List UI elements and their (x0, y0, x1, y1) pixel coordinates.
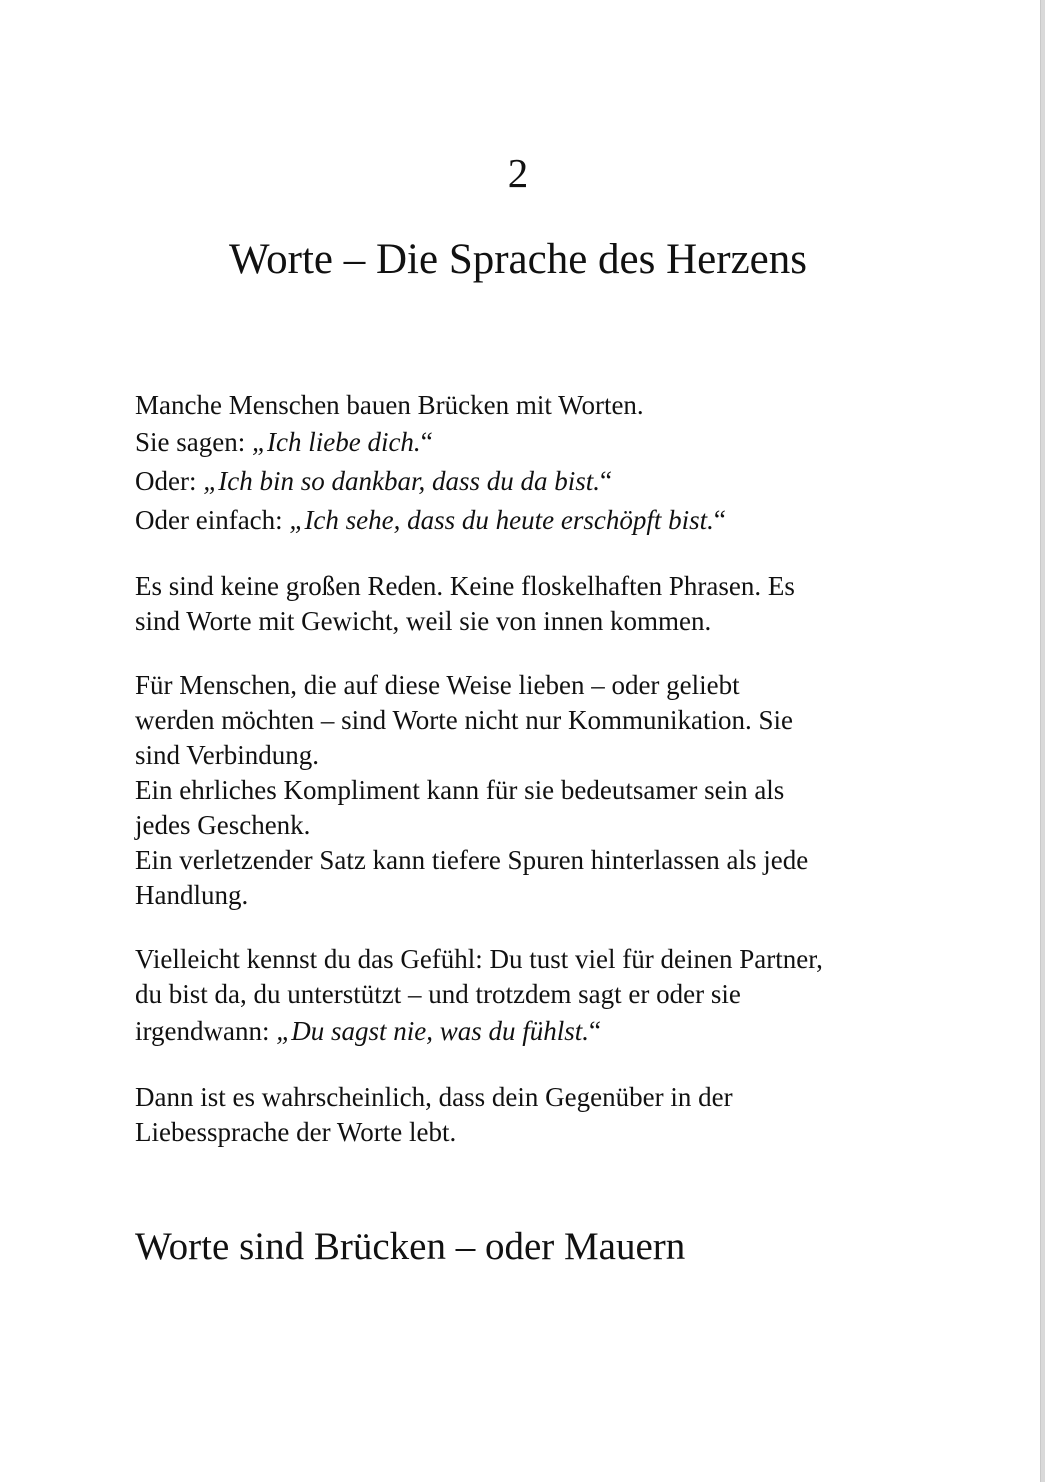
quoted-phrase: „Du sagst nie, was du fühlst. (276, 1016, 590, 1046)
line-text: jedes Geschenk. (135, 810, 311, 840)
paragraph (135, 1080, 915, 1150)
text-line (135, 942, 915, 977)
section-heading: Worte sind Brücken – oder Mauern (135, 1225, 686, 1268)
chapter-title: Worte – Die Sprache des Herzens (228, 236, 807, 283)
line-text: irgendwann: (135, 1016, 277, 1046)
line-text: Für Menschen, die auf diese Weise lieben – oder geliebt (135, 670, 740, 700)
line-text: werden möchten – sind Worte nicht nur Kommunikation. Sie (135, 705, 793, 735)
line-text: Oder einfach: (135, 505, 290, 535)
line-text: Sie sagen: (135, 427, 252, 457)
chapter-body (135, 388, 915, 1179)
page-edge-divider (1040, 0, 1045, 1482)
chapter-number: 2 (507, 150, 529, 196)
line-text: Manche Menschen bauen Brücken mit Worten. (135, 390, 644, 420)
line-text: Dann ist es wahrscheinlich, dass dein Gegenüber in der (135, 1082, 733, 1112)
line-text: Vielleicht kennst du das Gefühl: Du tust viel für deinen Partner, (135, 944, 823, 974)
line-text: Ein verletzender Satz kann tiefere Spuren hinterlassen als jede (135, 845, 809, 875)
quoted-phrase: „Ich sehe, dass du heute erschöpft bist. (289, 505, 714, 535)
text-line (135, 878, 915, 913)
quoted-phrase: „Ich bin so dankbar, dass du da bist. (203, 466, 601, 496)
text-line (135, 1115, 915, 1150)
line-text: sind Verbindung. (135, 740, 320, 770)
paragraph (135, 942, 915, 1051)
line-text: Liebessprache der Worte lebt. (135, 1117, 457, 1147)
closing-quote-mark: “ (713, 505, 726, 535)
text-line (135, 773, 915, 808)
text-line (135, 977, 915, 1012)
text-line (135, 1080, 915, 1115)
text-line (135, 1012, 915, 1051)
text-line (135, 738, 915, 773)
text-line (135, 843, 915, 878)
text-line (135, 423, 915, 462)
paragraph (135, 388, 915, 540)
text-line (135, 569, 915, 604)
text-line (135, 462, 915, 501)
text-line (135, 388, 915, 423)
line-text: du bist da, du unterstützt – und trotzdem sagt er oder sie (135, 979, 741, 1009)
text-line (135, 808, 915, 843)
text-line (135, 501, 915, 540)
closing-quote-mark: “ (589, 1016, 602, 1046)
closing-quote-mark: “ (600, 466, 612, 496)
line-text: Oder: (135, 466, 204, 496)
text-line (135, 703, 915, 738)
closing-quote-mark: “ (420, 427, 433, 457)
line-text: Ein ehrliches Kompliment kann für sie bedeutsamer sein als (135, 775, 785, 805)
line-text: Handlung. (135, 880, 249, 910)
text-line (135, 668, 915, 703)
text-line (135, 604, 915, 639)
paragraph (135, 668, 915, 913)
paragraph (135, 569, 915, 639)
line-text: Es sind keine großen Reden. Keine floskelhaften Phrasen. Es (135, 571, 795, 601)
quoted-phrase: „Ich liebe dich. (251, 427, 421, 457)
line-text: sind Worte mit Gewicht, weil sie von innen kommen. (135, 606, 712, 636)
